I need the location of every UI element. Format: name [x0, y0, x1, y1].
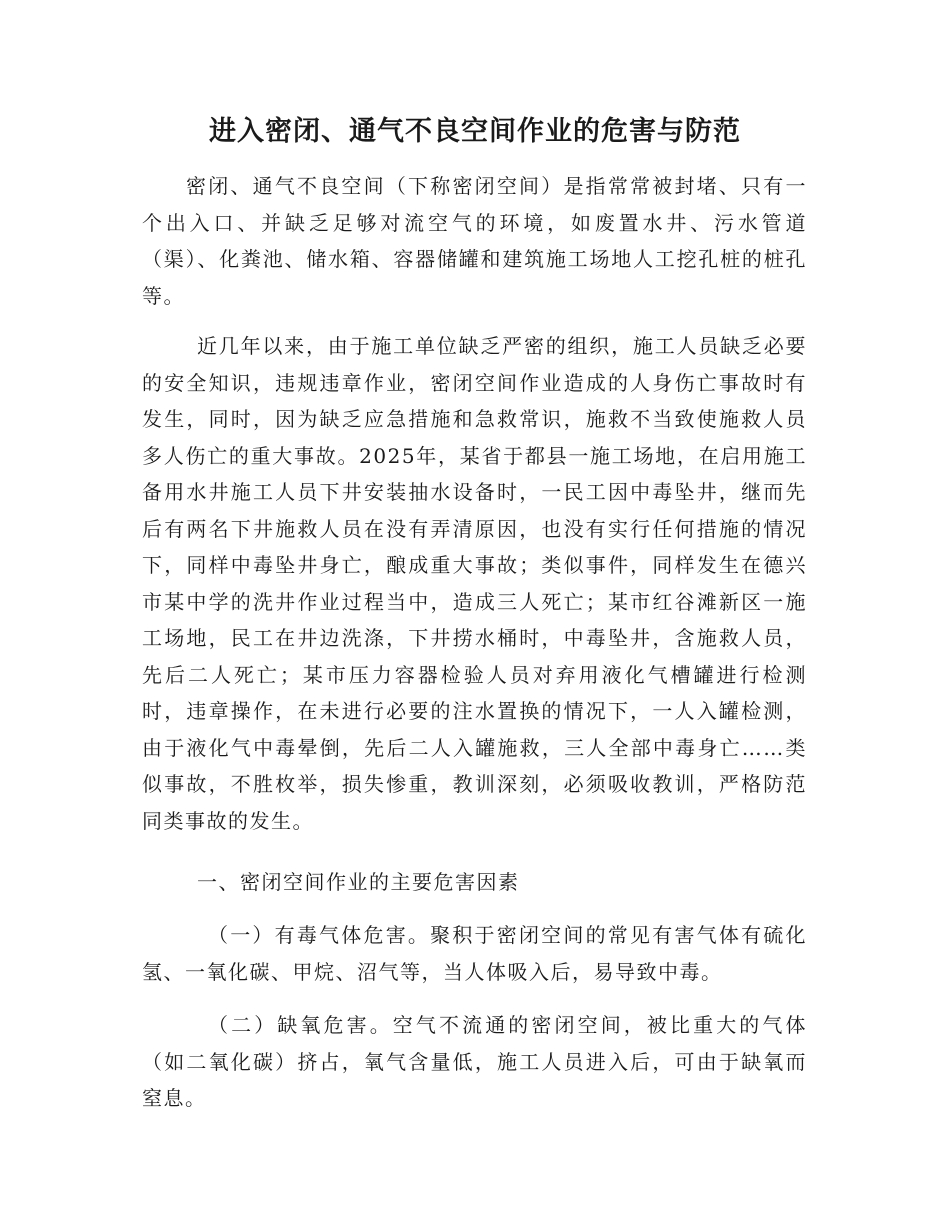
- paragraph-toxic-gas: （一）有毒气体危害。聚积于密闭空间的常见有害气体有硫化氢、一氧化碳、甲烷、沼气等，当人体吸入后，易导致中毒。: [142, 923, 807, 984]
- paragraph-definition: 密闭、通气不良空间（下称密闭空间）是指常常被封堵、只有一个出入口、并缺乏足够对流空气的环境，如废置水井、污水管道（渠）、化粪池、储水箱、容器储罐和建筑施工场地人工挖孔桩的桩孔等。: [142, 174, 807, 308]
- paragraph-accident-cases: 近几年以来，由于施工单位缺乏严密的组织，施工人员缺乏必要的安全知识，违规违章作业，密闭空间作业造成的人身伤亡事故时有发生，同时，因为缺乏应急措施和急救常识，施救不当致使施救人员多人伤亡的重大事故。2025年，某省于都县一施工场地，在启用施工备用水井施工人员下井安装抽水设备时，一民工因中毒坠井，继而先后有两名下井施救人员在没有弄清原因，也没有实行任何措施的情况下，同样中毒坠井身亡，酿成重大事故；类似事件，同样发生在德兴市某中学的洗井作业过程当中，造成三人死亡；某市红谷滩新区一施工场地，民工在井边洗涤，下井捞水桶时，中毒坠井，含施救人员，先后二人死亡；某市压力容器检验人员对弃用液化气槽罐进行检测时，违章操作，在未进行必要的注水置换的情况下，一人入罐检测，由于液化气中毒晕倒，先后二人入罐施救，三人全部中毒身亡……类似事故，不胜枚举，损失惨重，教训深刻，必须吸收教训，严格防范同类事故的发生。: [142, 334, 807, 833]
- paragraph-oxygen-deficiency: （二）缺氧危害。空气不流通的密闭空间，被比重大的气体（如二氧化碳）挤占，氧气含量低，施工人员进入后，可由于缺氧而窒息。: [142, 1013, 807, 1110]
- document-title: 进入密闭、通气不良空间作业的危害与防范: [209, 116, 741, 147]
- section-heading-hazards: 一、密闭空间作业的主要危害因素: [197, 870, 520, 894]
